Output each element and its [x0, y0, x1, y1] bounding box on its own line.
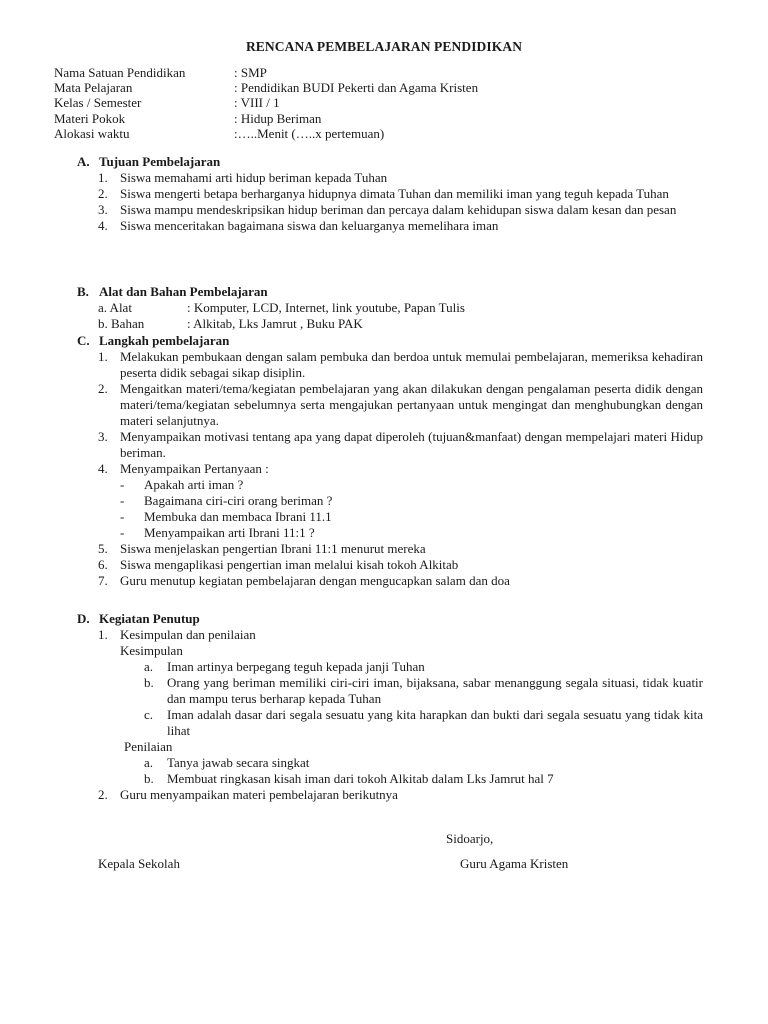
list-text: Siswa memahami arti hidup beriman kepada Tuhan	[120, 170, 388, 185]
section-title: Kegiatan Penutup	[99, 611, 200, 626]
identity-value: : SMP	[234, 65, 267, 80]
list-text: Siswa mengerti betapa berharganya hidupnya dimata Tuhan dan memiliki iman yang teguh kepada Tuhan	[120, 186, 669, 201]
item-key: a. Alat	[98, 300, 132, 315]
list-number: 2.	[98, 787, 108, 802]
section-heading	[77, 333, 703, 349]
section-title: Langkah pembelajaran	[99, 333, 230, 348]
list-number: 6.	[98, 557, 108, 572]
kesimpulan-item	[77, 659, 703, 675]
section-letter: A.	[77, 154, 90, 169]
identity-value: :…..Menit (…..x pertemuan)	[234, 125, 385, 141]
section-alat-bahan	[77, 284, 703, 332]
item-key: b. Bahan	[98, 316, 145, 331]
list-text: Menyampaikan Pertanyaan :	[120, 461, 269, 476]
list-number: 3.	[98, 429, 108, 444]
dash-bullet: -	[120, 493, 125, 508]
identity-label: Kelas / Semester	[54, 95, 142, 111]
list-text: Mengaitkan materi/tema/kegiatan pembelajaran yang akan dilakukan dengan pengalaman peserta didik dengan materi/tema/kegiatan sebelumnya serta mengajukan pertanyaan untuk mengingat dan menghubungkan dengan materi selanjutnya.	[120, 381, 703, 428]
identity-value: : VIII / 1	[234, 95, 280, 111]
kesimpulan-text: Iman adalah dasar dari segala sesuatu yang kita harapkan dan bukti dari segala sesuatu yang tidak kita lihat	[167, 707, 703, 738]
question-text: Menyampaikan arti Ibrani 11:1 ?	[144, 525, 315, 540]
kesimpulan-heading: Kesimpulan	[120, 643, 183, 658]
list-number: 4.	[98, 218, 108, 233]
list-number: 1.	[98, 170, 108, 185]
document-title: RENCANA PEMBELAJARAN PENDIDIKAN	[245, 39, 523, 54]
list-text: Guru menyampaikan materi pembelajaran berikutnya	[120, 787, 398, 802]
list-item	[77, 381, 703, 429]
signature-place: Sidoarjo,	[446, 831, 494, 846]
list-number: 1.	[98, 627, 108, 642]
item-value: : Alkitab, Lks Jamrut , Buku PAK	[187, 316, 363, 331]
list-text: Kesimpulan dan penilaian	[120, 627, 256, 642]
list-number: 4.	[98, 461, 108, 476]
signature-teacher: Guru Agama Kristen	[460, 856, 569, 871]
section-letter: B.	[77, 284, 89, 299]
identity-row	[54, 111, 478, 126]
section-letter: D.	[77, 611, 90, 626]
list-item	[77, 573, 703, 589]
list-text: Siswa mampu mendeskripsikan hidup beriman dan percaya dalam kehidupan siswa dalam kesan dan pesan	[120, 202, 677, 217]
dash-bullet: -	[120, 509, 125, 524]
question-item	[77, 477, 703, 493]
list-item	[77, 787, 703, 803]
list-item	[77, 627, 703, 643]
identity-value: : Hidup Beriman	[234, 110, 322, 126]
question-item	[77, 509, 703, 525]
list-item	[77, 557, 703, 573]
penilaian-text: Membuat ringkasan kisah iman dari tokoh Alkitab dalam Lks Jamrut hal 7	[167, 771, 554, 786]
question-text: Apakah arti iman ?	[144, 477, 244, 492]
identity-table	[54, 65, 478, 141]
list-number: 2.	[98, 186, 108, 201]
section-letter: C.	[77, 333, 90, 348]
list-number: 3.	[98, 202, 108, 217]
identity-label: Mata Pelajaran	[54, 80, 133, 96]
alpha-marker: b.	[144, 675, 154, 690]
list-item	[77, 170, 703, 186]
list-item	[77, 461, 703, 477]
identity-row	[54, 95, 478, 110]
item-value: : Komputer, LCD, Internet, link youtube, Papan Tulis	[187, 300, 465, 315]
identity-row	[54, 80, 478, 95]
list-item	[77, 186, 703, 202]
section-tujuan	[77, 154, 703, 234]
dash-bullet: -	[120, 525, 125, 540]
list-number: 2.	[98, 381, 108, 396]
section-langkah	[77, 333, 703, 589]
identity-label: Materi Pokok	[54, 110, 126, 126]
question-text: Membuka dan membaca Ibrani 11.1	[144, 509, 332, 524]
identity-row	[54, 65, 478, 80]
identity-label: Alokasi waktu	[54, 125, 130, 141]
list-item	[77, 316, 703, 332]
list-item	[77, 349, 703, 381]
section-heading	[77, 154, 703, 170]
list-item	[77, 218, 703, 234]
penilaian-heading: Penilaian	[124, 739, 173, 754]
dash-bullet: -	[120, 477, 125, 492]
list-text: Guru menutup kegiatan pembelajaran dengan mengucapkan salam dan doa	[120, 573, 510, 588]
list-number: 7.	[98, 573, 108, 588]
section-heading	[77, 611, 703, 627]
kesimpulan-text: Orang yang beriman memiliki ciri-ciri iman, bijaksana, sabar menanggung segala situasi, tidak kuatir dan mampu terus berharap kepada Tuhan	[167, 675, 703, 706]
identity-row	[54, 126, 478, 141]
penilaian-item	[77, 771, 703, 787]
identity-value: : Pendidikan BUDI Pekerti dan Agama Kristen	[234, 80, 479, 96]
alpha-marker: a.	[144, 755, 154, 770]
kesimpulan-item	[77, 675, 703, 707]
list-item	[77, 429, 703, 461]
question-text: Bagaimana ciri-ciri orang beriman ?	[144, 493, 333, 508]
list-number: 5.	[98, 541, 108, 556]
list-text: Melakukan pembukaan dengan salam pembuka dan berdoa untuk memulai pembelajaran, memeriksa kehadiran peserta didik sebagai sikap disiplin.	[120, 349, 703, 380]
identity-label: Nama Satuan Pendidikan	[54, 65, 186, 80]
penilaian-item	[77, 755, 703, 771]
section-penutup	[77, 611, 703, 803]
question-item	[77, 525, 703, 541]
question-item	[77, 493, 703, 509]
kesimpulan-text: Iman artinya berpegang teguh kepada janji Tuhan	[167, 659, 425, 674]
kesimpulan-item	[77, 707, 703, 739]
list-text: Siswa menceritakan bagaimana siswa dan keluarganya memelihara iman	[120, 218, 499, 233]
list-item	[77, 541, 703, 557]
list-item	[77, 300, 703, 316]
list-text: Siswa menjelaskan pengertian Ibrani 11:1 menurut mereka	[120, 541, 426, 556]
list-text: Siswa mengaplikasi pengertian iman melalui kisah tokoh Alkitab	[120, 557, 459, 572]
list-number: 1.	[98, 349, 108, 364]
list-text: Menyampaikan motivasi tentang apa yang dapat diperoleh (tujuan&manfaat) dengan mempelajari materi Hidup beriman.	[120, 429, 703, 460]
alpha-marker: a.	[144, 659, 154, 674]
section-title: Tujuan Pembelajaran	[99, 154, 221, 169]
section-title: Alat dan Bahan Pembelajaran	[99, 284, 268, 299]
alpha-marker: c.	[144, 707, 154, 722]
list-item	[77, 202, 703, 218]
penilaian-text: Tanya jawab secara singkat	[167, 755, 310, 770]
section-heading	[77, 284, 703, 300]
signature-headmaster: Kepala Sekolah	[98, 856, 180, 871]
alpha-marker: b.	[144, 771, 154, 786]
